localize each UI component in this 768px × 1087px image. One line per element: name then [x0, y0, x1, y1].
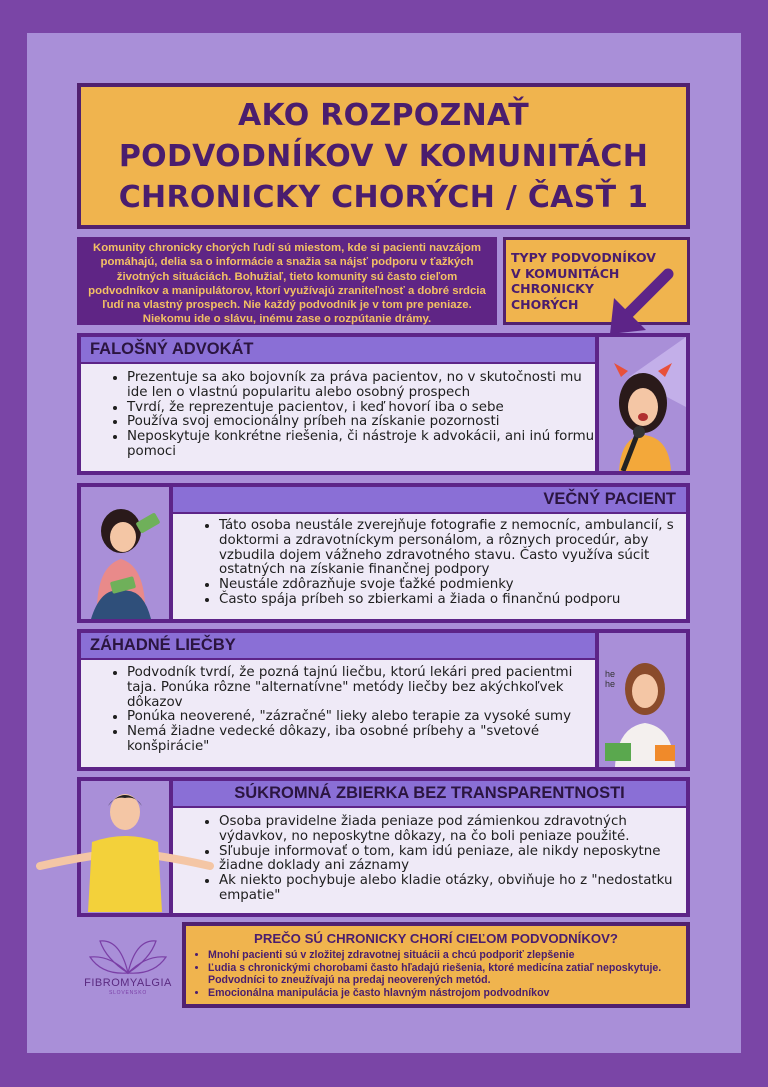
intro-text: Komunity chronicky chorých ľudí sú miestom, kde si pacienti navzájom pomáhajú, delia sa o informácie a snažia sa nájsť podporu v ťažkých životných situáciách. Bohužiaľ, tieto komunity sú často cieľom podvodníkov a manipulátorov, ktorí využívajú zraniteľnosť a dobré srdcia ľudí na vlastný prospech. Nie každý podvodník je v tom pre peniaze. Niekomu ide o slávu, inému zase o rozpútanie drámy.: [77, 237, 497, 325]
woman-microphone-illustration: [599, 337, 686, 471]
section-mysterious-treatments: [77, 629, 690, 771]
logo-name: FIBROMYALGIA: [84, 977, 172, 989]
list-item: • Nemá žiadne vedecké dôkazy, iba osobné príbehy a "svetové konšpirácie": [127, 725, 595, 755]
list-item: • Táto osoba neustále zverejňuje fotografie z nemocníc, ambulancií, s doktormi a zdravotníckym personálom, a rôznych procedúr, aby vzbudila dojem vážneho zdravotného stavu. Často využíva súcit ostatných na získanie finančnej podpory: [219, 519, 686, 578]
section-body: [81, 660, 595, 767]
section-false-advocate: [77, 333, 690, 475]
list-item: • Často spája príbeh so zbierkami a žiada o finančnú podporu: [219, 593, 686, 608]
section-eternal-patient: [77, 483, 690, 623]
list-item: • Neposkytuje konkrétne riešenia, či nástroje k advokácii, ani inú formu pomoci: [127, 430, 595, 460]
list-item: • Používa svoj emocionálny príbeh na získanie pozornosti: [127, 415, 595, 430]
section-body: [173, 808, 686, 913]
list-item: • Tvrdí, že reprezentuje pacientov, i keď hovorí iba o sebe: [127, 401, 595, 416]
page-title-line-2: PODVODNÍKOV V KOMUNITÁCH: [118, 138, 649, 174]
section-heading: FALOŠNÝ ADVOKÁT: [81, 337, 595, 364]
list-item: • Sľubuje informovať o tom, kam idú peniaze, ale nikdy neposkytne žiadne doklady ani záznamy: [219, 845, 686, 875]
list-item: • Mnohí pacienti sú v zložitej zdravotnej situácii a chcú podporiť zlepšenie: [208, 949, 680, 962]
list-item: • Ponúka neoverené, "zázračné" lieky alebo terapie za vysoké sumy: [127, 710, 595, 725]
types-line-4: CHORÝCH: [511, 296, 579, 312]
section-body: [81, 364, 595, 471]
list-item: • Ľudia s chronickými chorobami často hľadajú riešenia, ktoré medicína zatiaľ neposkytuje. Podvodníci to zneužívajú na predaj neoverených metód.: [208, 962, 680, 987]
list-item: • Neustále zdôrazňuje svoje ťažké podmienky: [219, 578, 686, 593]
types-line-2: V KOMUNITÁCH: [511, 265, 620, 281]
why-targets-box: [182, 922, 690, 1008]
smug-woman-illustration: [599, 633, 686, 767]
section-heading: VEČNÝ PACIENT: [173, 487, 686, 514]
section-heading: SÚKROMNÁ ZBIERKA BEZ TRANSPARENTNOSTI: [173, 781, 686, 808]
arrow-down-left-icon: [606, 268, 676, 338]
types-line-3: CHRONICKY: [511, 281, 594, 296]
title-banner: [77, 83, 690, 229]
he-he-label: he he: [605, 669, 616, 689]
list-item: • Osoba pravidelne žiada peniaze pod zámienkou zdravotných výdavkov, no neposkytne dôkazy, na čo boli peniaze použité.: [219, 815, 686, 845]
crying-woman-money-illustration: [81, 487, 169, 619]
why-targets-title: PREČO SÚ CHRONICKY CHORÍ CIEĽOM PODVODNÍKOV?: [254, 931, 618, 946]
list-item: • Prezentuje sa ako bojovník za práva pacientov, no v skutočnosti mu ide len o vlastnú popularitu alebo osobný prospech: [127, 371, 595, 401]
page-title-line-1: AKO ROZPOZNAŤ: [237, 97, 530, 133]
list-item: • Ak niekto pochybuje alebo kladie otázky, obviňuje ho z "nedostatku empatie": [219, 874, 686, 904]
list-item: • Podvodník tvrdí, že pozná tajnú liečbu, ktorú lekári pred pacientmi taja. Ponúka rôzne "alternatívne" metódy liečby bez akýchkoľvek dôkazov: [127, 666, 595, 710]
list-item: • Emocionálna manipulácia je často hlavným nástrojom podvodníkov: [208, 987, 680, 1000]
types-line-1: TYPY PODVODNÍKOV: [511, 250, 656, 265]
shrugging-man-figure: [36, 786, 214, 912]
section-heading: ZÁHADNÉ LIEČBY: [81, 633, 595, 660]
page-title-line-3: CHRONICKY CHORÝCH / ČASŤ 1: [118, 179, 649, 215]
logo-subtitle: SLOVENSKO: [108, 990, 148, 996]
section-body: [173, 514, 686, 619]
fibromyalgia-logo: [80, 935, 176, 1015]
